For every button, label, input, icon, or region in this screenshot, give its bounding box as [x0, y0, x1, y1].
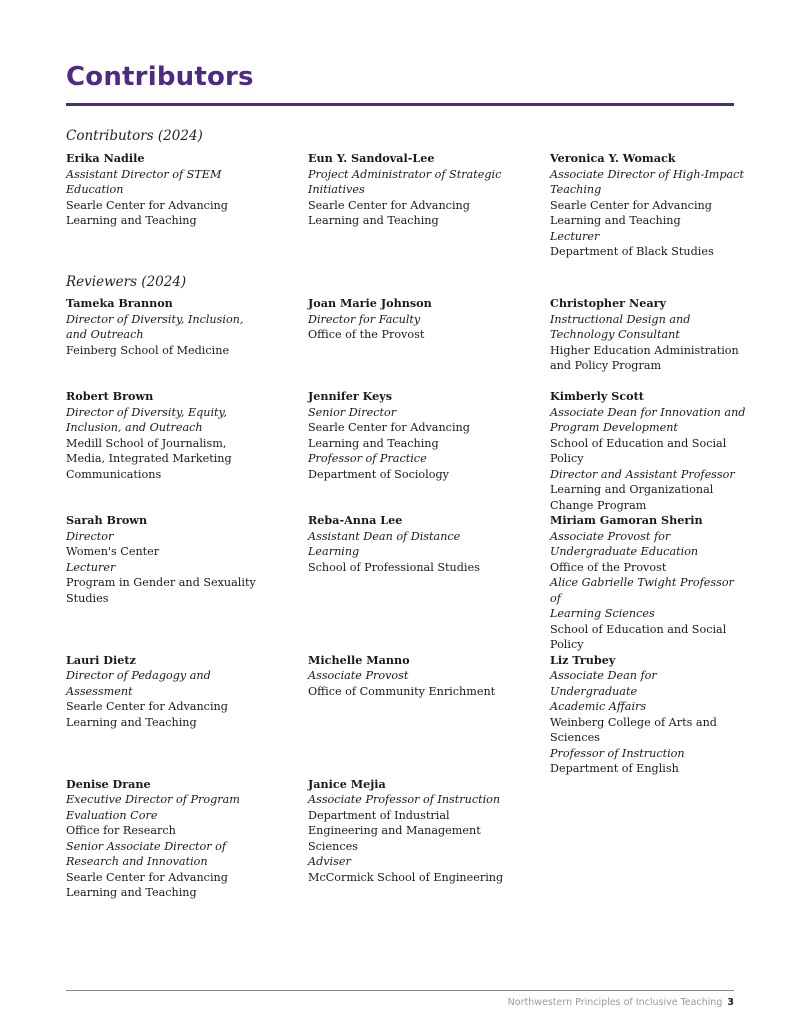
person-affiliation: Studies	[66, 591, 109, 605]
contributors-grid	[66, 151, 746, 260]
person-name: Erika Nadile	[66, 151, 145, 165]
person-entry	[308, 653, 550, 777]
person-name: Liz Trubey	[550, 652, 616, 667]
person-entry	[308, 777, 550, 901]
person-affiliation: Media, Integrated Marketing	[66, 452, 232, 465]
person-role: Senior Associate Director of	[66, 839, 226, 853]
person-affiliation: Searle Center for Advancing	[550, 198, 712, 212]
person-affiliation: McCormick School of Engineering	[308, 870, 504, 884]
person-role: Associate Professor of Instruction	[308, 793, 501, 806]
person-affiliation: Policy	[550, 638, 584, 651]
person-role: Associate Provost	[308, 669, 409, 682]
person-role: Teaching	[550, 183, 602, 196]
person-affiliation: Feinberg School of Medicine	[66, 343, 230, 357]
person-entry	[550, 296, 746, 389]
person-role: Director of Pedagogy and	[66, 669, 211, 682]
page-title: Contributors	[66, 62, 254, 92]
person-name: Michelle Manno	[308, 652, 410, 667]
person-role: Associate Director of High-Impact	[550, 167, 744, 181]
person-role: Undergraduate Education	[550, 545, 699, 558]
person-entry	[66, 777, 308, 901]
person-role: Lecturer	[66, 560, 116, 574]
footer-rule	[66, 990, 734, 991]
person-role: Assistant Director of STEM	[66, 167, 222, 181]
person-role: Learning Sciences	[550, 607, 655, 620]
person-role: Director and Assistant Professor	[550, 467, 735, 481]
person-affiliation: Department of English	[550, 762, 679, 775]
person-name: Reba-Anna Lee	[308, 513, 403, 527]
person-name: Lauri Dietz	[66, 652, 136, 667]
person-affiliation: Department of Sociology	[308, 467, 449, 481]
person-role: Assistant Dean of Distance	[308, 529, 461, 543]
person-affiliation: Searle Center for Advancing	[66, 870, 228, 884]
person-role: Lecturer	[550, 229, 600, 243]
person-role: Associate Dean for Innovation and	[550, 405, 746, 419]
person-affiliation: Medill School of Journalism,	[66, 436, 227, 450]
person-affiliation: Office for Research	[66, 824, 176, 837]
person-affiliation: Department of Black Studies	[550, 245, 714, 258]
person-affiliation: Learning and Teaching	[66, 886, 197, 899]
person-role: Alice Gabrielle Twight Professor of	[550, 576, 734, 605]
person-name: Veronica Y. Womack	[550, 151, 676, 165]
person-entry	[308, 389, 550, 513]
page-number: 3	[727, 997, 734, 1008]
person-affiliation: Communications	[66, 467, 162, 481]
person-role: Senior Director	[308, 405, 397, 419]
person-affiliation: Change Program	[550, 498, 647, 512]
person-entry	[66, 389, 308, 513]
person-name: Kimberly Scott	[550, 389, 644, 403]
person-role: Adviser	[308, 855, 351, 868]
person-name: Joan Marie Johnson	[308, 296, 432, 310]
contributors-heading: Contributors (2024)	[66, 128, 203, 144]
person-affiliation: Engineering and Management	[308, 824, 481, 837]
person-role: Professor of Practice	[308, 452, 427, 465]
person-role: Executive Director of Program	[66, 793, 240, 806]
person-affiliation: Searle Center for Advancing	[308, 198, 470, 212]
person-name: Janice Mejia	[308, 776, 386, 791]
person-affiliation: Policy	[550, 452, 584, 465]
footer-text: Northwestern Principles of Inclusive Teaching	[507, 997, 723, 1008]
person-affiliation: Weinberg College of Arts and	[550, 715, 717, 729]
person-entry	[66, 653, 308, 777]
person-role: Research and Innovation	[66, 855, 208, 868]
person-entry	[550, 653, 746, 777]
person-name: Eun Y. Sandoval-Lee	[308, 151, 435, 165]
person-affiliation: Learning and Teaching	[308, 214, 439, 227]
person-affiliation: Office of Community Enrichment	[308, 684, 496, 698]
person-role: Associate Dean for Undergraduate	[550, 669, 657, 698]
person-affiliation: Learning and Organizational	[550, 483, 714, 496]
person-entry	[308, 296, 550, 389]
person-role: Education	[66, 183, 124, 196]
person-entry	[550, 389, 746, 513]
person-role: Instructional Design and	[550, 312, 691, 326]
person-entry	[550, 151, 746, 260]
person-affiliation: Searle Center for Advancing	[66, 198, 228, 212]
person-affiliation: Higher Education Administration	[550, 343, 739, 357]
person-entry	[550, 513, 746, 653]
person-affiliation: and Policy Program	[550, 359, 662, 372]
person-role: Program Development	[550, 421, 678, 434]
person-name: Robert Brown	[66, 389, 154, 403]
person-affiliation: Learning and Teaching	[66, 715, 197, 729]
person-role: Inclusion, and Outreach	[66, 421, 203, 434]
person-name: Miriam Gamoran Sherin	[550, 513, 703, 527]
person-name: Christopher Neary	[550, 296, 666, 310]
person-entry	[308, 513, 550, 653]
person-affiliation: Learning and Teaching	[550, 214, 681, 227]
person-affiliation: Sciences	[550, 731, 600, 744]
person-name: Tameka Brannon	[66, 296, 173, 310]
person-affiliation: Program in Gender and Sexuality	[66, 576, 256, 589]
person-role: Associate Provost for	[550, 529, 671, 543]
reviewers-heading: Reviewers (2024)	[66, 274, 187, 290]
person-role: Director of Diversity, Equity,	[66, 405, 227, 419]
title-rule	[66, 103, 734, 106]
person-affiliation: Searle Center for Advancing	[308, 421, 470, 434]
person-role: Evaluation Core	[66, 808, 158, 822]
person-role: Initiatives	[308, 183, 365, 196]
page-footer	[508, 997, 734, 1008]
person-affiliation: Office of the Provost	[308, 328, 425, 341]
person-entry	[66, 151, 308, 260]
person-affiliation: Women's Center	[66, 545, 160, 558]
person-entry	[66, 296, 308, 389]
person-affiliation: School of Professional Studies	[308, 560, 480, 574]
person-name: Sarah Brown	[66, 513, 148, 527]
person-role: and Outreach	[66, 328, 144, 341]
person-affiliation: Learning and Teaching	[66, 214, 197, 227]
person-affiliation: Searle Center for Advancing	[66, 700, 228, 713]
person-role: Professor of Instruction	[550, 746, 685, 760]
person-role: Technology Consultant	[550, 328, 680, 341]
person-affiliation: Department of Industrial	[308, 808, 450, 822]
person-role: Director of Diversity, Inclusion,	[66, 312, 244, 326]
person-entry	[66, 513, 308, 653]
person-affiliation: Office of the Provost	[550, 560, 667, 574]
person-role: Director for Faculty	[308, 312, 421, 326]
person-affiliation: Learning and Teaching	[308, 436, 439, 450]
reviewers-grid	[66, 296, 746, 901]
person-affiliation: School of Education and Social	[550, 436, 727, 450]
person-affiliation: Sciences	[308, 839, 358, 853]
person-name: Denise Drane	[66, 776, 151, 791]
person-entry	[308, 151, 550, 260]
person-role: Director	[66, 529, 114, 543]
person-role: Academic Affairs	[550, 700, 647, 713]
person-name: Jennifer Keys	[308, 389, 393, 403]
person-role: Learning	[308, 545, 360, 558]
person-affiliation: School of Education and Social	[550, 622, 727, 636]
person-role: Project Administrator of Strategic	[308, 167, 502, 181]
person-role: Assessment	[66, 684, 133, 698]
